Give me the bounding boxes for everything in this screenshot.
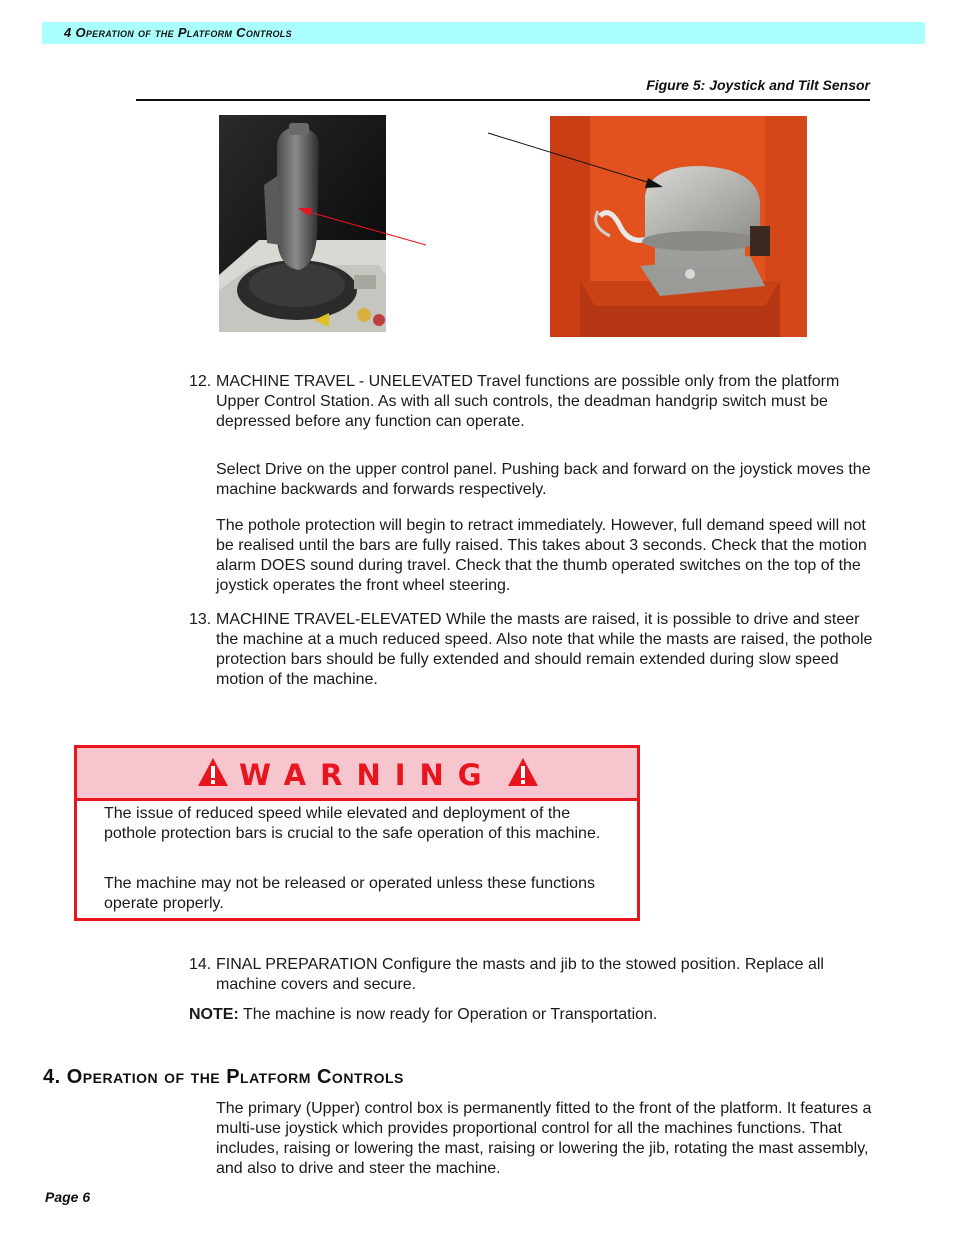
warning-text: The machine may not be released or operated unless these functions operate properly.	[104, 875, 595, 912]
list-number: 12.	[189, 373, 212, 390]
warning-header	[77, 748, 637, 801]
section-body: The primary (Upper) control box is permanently fitted to the front of the platform. It features a multi-use joystick which provides proportional control for all the machines functions. That includes, raising or lowering the mast, raising or lowering the jib, rotating the mast assembly, and also to drive and steer the machine.	[216, 1100, 872, 1177]
tilt-sensor-photo	[550, 116, 807, 337]
warning-triangle-icon	[507, 757, 539, 787]
warning-box	[74, 745, 640, 921]
note-text: The machine is now ready for Operation or Transportation.	[238, 1006, 658, 1023]
note	[189, 1005, 879, 1025]
list-text: FINAL PREPARATION Configure the masts and jib to the stowed position. Replace all machine covers and secure.	[216, 956, 824, 993]
list-text: MACHINE TRAVEL - UNELEVATED Travel functions are possible only from the platform Upper Control Station. As with all such controls, the deadman handgrip switch must be depressed before any function can operate.	[216, 373, 840, 430]
warning-triangle-icon	[197, 757, 229, 787]
list-number: 13.	[189, 611, 212, 628]
warning-text: The issue of reduced speed while elevated and deployment of the pothole protection bars is crucial to the safe operation of this machine.	[104, 805, 601, 842]
paragraph: The pothole protection will begin to retract immediately. However, full demand speed will not be realised until the bars are fully raised. This takes about 3 seconds. Check that the motion alarm DOES sound during travel. Check that the thumb operated switches on the top of the joystick operates the front wheel steering.	[216, 517, 867, 594]
caption-rule	[136, 99, 870, 101]
note-label: NOTE:	[189, 1006, 239, 1023]
paragraph: Select Drive on the upper control panel. Pushing back and forward on the joystick moves the machine backwards and forwards respectively.	[216, 461, 871, 498]
running-header-text: 4 Operation of the Platform Controls	[64, 25, 292, 40]
list-number: 14.	[189, 956, 212, 973]
warning-title: WARNING	[239, 758, 496, 792]
section-heading: 4. Operation of the Platform Controls	[43, 1066, 404, 1088]
page-number: Page 6	[45, 1189, 91, 1205]
joystick-photo	[219, 115, 386, 332]
callout-arrows	[0, 0, 954, 400]
running-header	[42, 22, 925, 44]
figure-caption: Figure 5: Joystick and Tilt Sensor	[646, 77, 870, 93]
list-text: MACHINE TRAVEL-ELEVATED While the masts are raised, it is possible to drive and steer the machine at a much reduced speed. Also note that while the masts are raised, the pothole protection bars should be fully extended and should remain extended during slow speed motion of the machine.	[216, 611, 873, 688]
